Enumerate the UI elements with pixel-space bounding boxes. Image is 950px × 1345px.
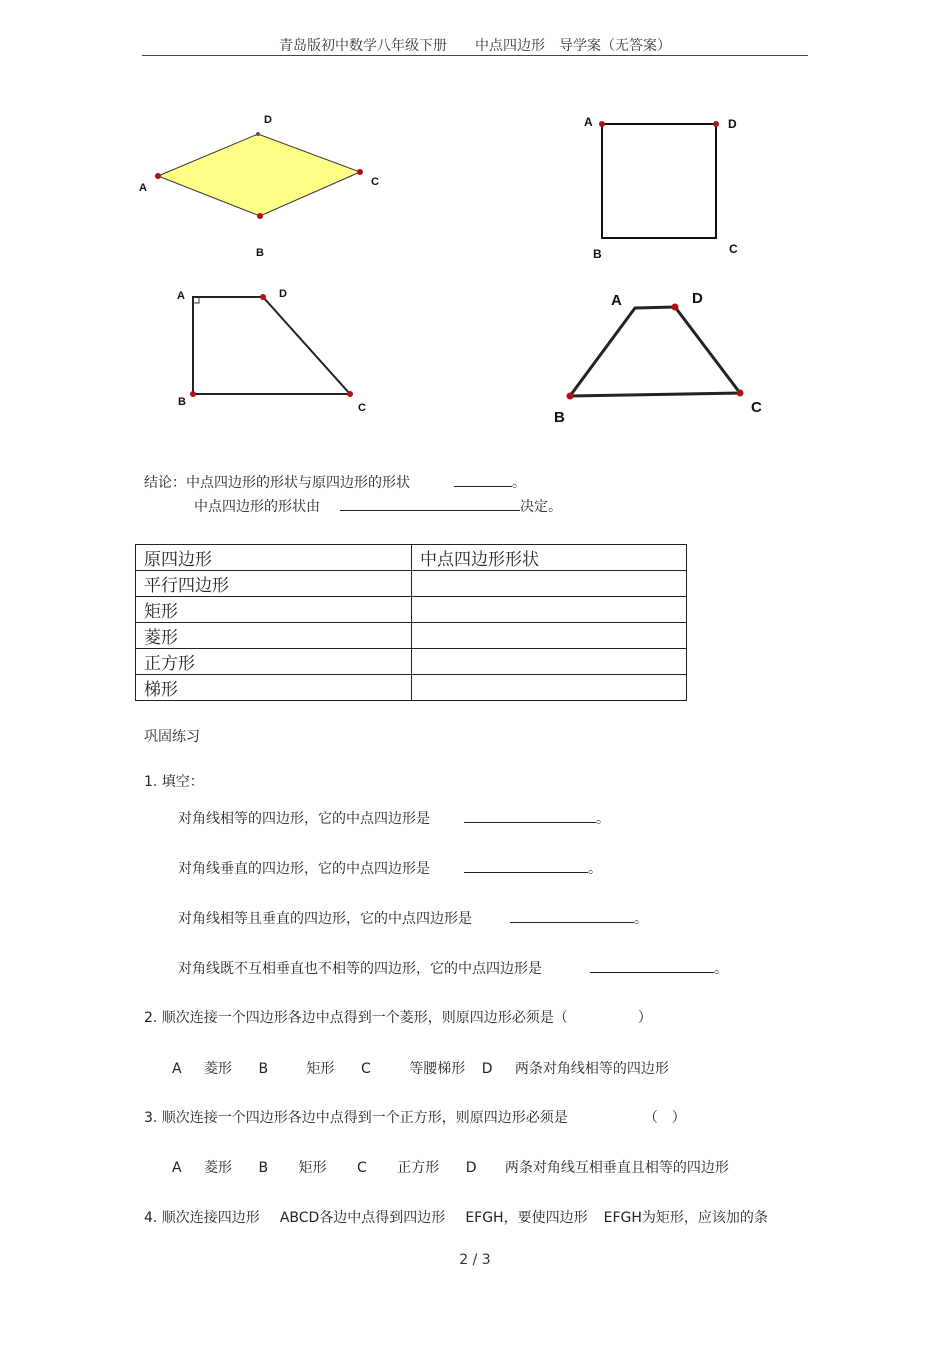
vertex-dot xyxy=(347,391,353,397)
trapezoid-label-b: B xyxy=(554,409,565,426)
option-letter: D xyxy=(465,1160,477,1176)
q1-item-end: 。 xyxy=(714,961,728,977)
q4-stem xyxy=(144,1207,768,1227)
conclusion-text-1: 结论：中点四边形的形状与原四边形的形状 xyxy=(144,475,410,491)
option-text[interactable]: 两条对角线相等的四边形 xyxy=(514,1061,669,1077)
q3-stem xyxy=(144,1107,686,1127)
vertex-dot xyxy=(155,173,161,179)
vertex-dot xyxy=(357,169,363,175)
q2-options xyxy=(172,1058,669,1078)
vertex-dot xyxy=(713,121,719,127)
rhombus-shape xyxy=(158,134,360,216)
option-letter: D xyxy=(481,1061,493,1077)
q1-item-3 xyxy=(178,908,648,928)
right-trapezoid-label-c: C xyxy=(358,402,366,414)
answer-cell[interactable] xyxy=(412,649,687,675)
q1-item-text: 对角线既不互相垂直也不相等的四边形，它的中点四边形是 xyxy=(178,961,542,977)
table-cell: 菱形 xyxy=(136,623,412,649)
q1-item-2 xyxy=(178,858,602,878)
trapezoid-label-a: A xyxy=(611,292,622,309)
rhombus-label-b: B xyxy=(256,247,264,259)
q4-text: EFGH为矩形，应该加的条 xyxy=(603,1210,768,1226)
practice-title: 巩固练习 xyxy=(144,729,200,745)
table-cell: 正方形 xyxy=(136,649,412,675)
rhombus-label-c: C xyxy=(371,176,379,188)
q1-item-text: 对角线相等且垂直的四边形，它的中点四边形是 xyxy=(178,911,472,927)
option-text[interactable]: 菱形 xyxy=(204,1061,233,1077)
q3-answer-paren[interactable]: （ ） xyxy=(643,1110,686,1126)
option-text[interactable]: 正方形 xyxy=(397,1160,440,1176)
conclusion-line-1 xyxy=(144,472,526,492)
right-trapezoid-shape xyxy=(193,297,350,394)
q4-text: 4. 顺次连接四边形 xyxy=(144,1210,260,1226)
q4-text: ABCD各边中点得到四边形 xyxy=(279,1210,446,1226)
answer-cell[interactable] xyxy=(412,675,687,701)
quadrilateral-figures xyxy=(0,0,950,440)
conclusion-text-2: 中点四边形的形状由 xyxy=(194,499,320,515)
vertex-dot xyxy=(737,390,744,397)
table-row xyxy=(136,571,687,597)
square-label-d: D xyxy=(728,117,737,131)
table-header-row xyxy=(136,545,687,571)
option-text[interactable]: 矩形 xyxy=(306,1061,335,1077)
table-row xyxy=(136,649,687,675)
option-letter: A xyxy=(172,1160,182,1176)
conclusion-end-2: 决定。 xyxy=(520,499,562,515)
answer-cell[interactable] xyxy=(412,623,687,649)
option-text[interactable]: 两条对角线互相垂直且相等的四边形 xyxy=(504,1160,729,1176)
vertex-dot xyxy=(599,121,605,127)
quadrilateral-table xyxy=(135,544,687,701)
q2-stem xyxy=(144,1007,652,1027)
answer-blank[interactable] xyxy=(464,858,588,873)
rhombus-label-d: D xyxy=(264,114,272,126)
square-label-c: C xyxy=(729,242,738,256)
q1-item-end: 。 xyxy=(634,911,648,927)
q1-item-1 xyxy=(178,808,610,828)
q3-stem-text: 3. 顺次连接一个四边形各边中点得到一个正方形，则原四边形必须是 xyxy=(144,1110,568,1126)
q3-options xyxy=(172,1157,729,1177)
option-text[interactable]: 等腰梯形 xyxy=(409,1061,466,1077)
vertex-dot xyxy=(190,391,196,397)
square-shape xyxy=(602,124,716,238)
square-label-a: A xyxy=(584,115,593,129)
option-text[interactable]: 菱形 xyxy=(204,1160,233,1176)
vertex-dot xyxy=(260,294,266,300)
conclusion-line-2 xyxy=(194,496,562,516)
q1-item-end: 。 xyxy=(588,861,602,877)
option-letter: B xyxy=(258,1160,269,1176)
vertex-dot xyxy=(672,304,679,311)
q1-item-text: 对角线相等的四边形，它的中点四边形是 xyxy=(178,811,430,827)
q2-stem-text: 2. 顺次连接一个四边形各边中点得到一个菱形，则原四边形必须是（ xyxy=(144,1010,568,1026)
option-letter: A xyxy=(172,1061,182,1077)
trapezoid-shape xyxy=(570,307,740,396)
page-number: 2 / 3 xyxy=(459,1252,491,1268)
trapezoid-label-c: C xyxy=(751,399,762,416)
q4-text: EFGH，要使四边形 xyxy=(465,1210,588,1226)
page-header: 青岛版初中数学八年级下册 中点四边形 导学案（无答案） xyxy=(279,38,671,54)
vertex-dot xyxy=(567,393,574,400)
right-trapezoid-label-d: D xyxy=(279,288,287,300)
answer-blank[interactable] xyxy=(590,958,714,973)
table-row xyxy=(136,597,687,623)
answer-blank[interactable] xyxy=(454,472,512,487)
q1-item-4 xyxy=(178,958,728,978)
vertex-dot xyxy=(257,213,263,219)
rhombus-figure xyxy=(139,114,379,259)
answer-cell[interactable] xyxy=(412,571,687,597)
table-header-cell: 中点四边形形状 xyxy=(412,545,687,571)
table-row xyxy=(136,675,687,701)
right-trapezoid-label-b: B xyxy=(178,396,186,408)
rhombus-label-a: A xyxy=(139,182,147,194)
square-label-b: B xyxy=(593,247,602,261)
conclusion-end-1: 。 xyxy=(512,475,526,491)
table-row xyxy=(136,623,687,649)
q1-title: 1. 填空： xyxy=(144,774,204,790)
option-letter: C xyxy=(361,1061,371,1077)
trapezoid-label-d: D xyxy=(692,290,703,307)
q2-close-paren: ） xyxy=(637,1010,652,1026)
answer-blank[interactable] xyxy=(340,496,520,511)
option-letter: C xyxy=(357,1160,367,1176)
option-text[interactable]: 矩形 xyxy=(298,1160,327,1176)
option-letter: B xyxy=(258,1061,269,1077)
q1-item-text: 对角线垂直的四边形，它的中点四边形是 xyxy=(178,861,430,877)
answer-cell[interactable] xyxy=(412,597,687,623)
square-figure xyxy=(584,115,738,261)
right-trapezoid-label-a: A xyxy=(177,290,185,302)
answer-blank[interactable] xyxy=(464,808,596,823)
table-cell: 平行四边形 xyxy=(136,571,412,597)
q1-item-end: 。 xyxy=(596,811,610,827)
vertex-dot xyxy=(256,132,260,136)
table-cell: 矩形 xyxy=(136,597,412,623)
trapezoid-figure xyxy=(554,290,762,426)
table-cell: 梯形 xyxy=(136,675,412,701)
right-trapezoid-figure xyxy=(177,288,366,414)
answer-blank[interactable] xyxy=(510,908,634,923)
table-header-cell: 原四边形 xyxy=(136,545,412,571)
